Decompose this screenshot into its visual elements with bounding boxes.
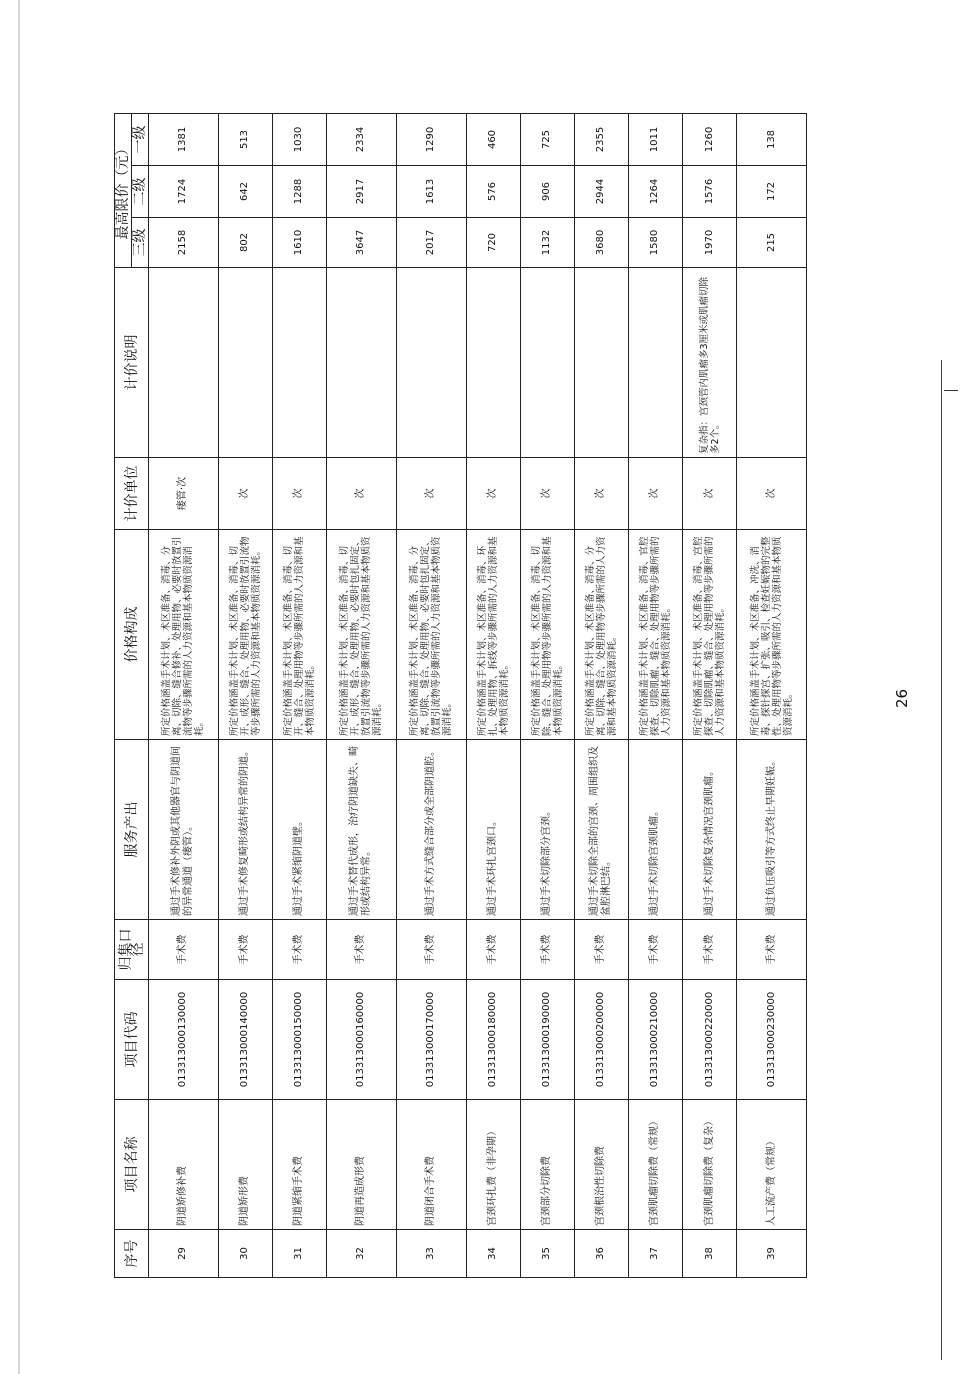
price-table <box>114 113 807 1278</box>
row-seq: 32 <box>327 1230 397 1278</box>
row-name: 阴道紧缩手术费 <box>272 1100 326 1230</box>
row-price-level2: 2917 <box>327 166 397 218</box>
table-row <box>396 114 466 1278</box>
row-code: 013313000180000 <box>466 980 520 1100</box>
row-output: 通过手术替代成形，治疗阴道缺失、畸形或结构异常。 <box>327 740 397 920</box>
row-price-level1: 1290 <box>396 114 466 166</box>
row-price-level2: 1724 <box>149 166 219 218</box>
row-category: 手术费 <box>327 920 397 980</box>
row-composition: 所定价格涵盖手术计划、术区准备、消毒、分离、切除、缝合、处理用物等步骤所需的人力资源和基本物质资源消耗。 <box>574 530 628 740</box>
row-pricing-note <box>272 268 326 458</box>
row-output: 通过手术环扎宫颈口。 <box>466 740 520 920</box>
page-number: 26 <box>893 688 911 708</box>
row-price-level3: 3647 <box>327 218 397 268</box>
row-seq: 29 <box>149 1230 219 1278</box>
row-seq: 31 <box>272 1230 326 1278</box>
row-name: 阴道矫修补费 <box>149 1100 219 1230</box>
header-composition: 价格构成 <box>115 530 149 740</box>
row-name: 宫颈根治性切除费 <box>574 1100 628 1230</box>
row-price-level3: 215 <box>737 218 807 268</box>
table-row <box>466 114 520 1278</box>
row-composition: 所定价格涵盖手术计划、术区准备、消毒、分离、切除、缝合修补、处理用物、必要时放置引流物等步骤所需的人力资源和基本物质资源消耗。 <box>149 530 219 740</box>
row-name: 宫颈环扎费（非孕期） <box>466 1100 520 1230</box>
row-price-level2: 2944 <box>574 166 628 218</box>
row-name: 宫颈部分切除费 <box>520 1100 574 1230</box>
row-composition: 所定价格涵盖手术计划、术区准备、消毒、官腔探查、切除肌瘤、缝合、处理用物等步骤所需的人力资源和基本物质资源消耗。 <box>628 530 682 740</box>
row-category: 手术费 <box>149 920 219 980</box>
row-price-level1: 1381 <box>149 114 219 166</box>
row-price-level3: 1970 <box>683 218 737 268</box>
row-pricing-note <box>520 268 574 458</box>
row-category: 手术费 <box>466 920 520 980</box>
scan-mark <box>944 390 958 391</box>
row-category: 手术费 <box>683 920 737 980</box>
row-output: 通过手术修复畸形或结构异常的阴道。 <box>218 740 272 920</box>
row-output: 通过手术切除部分宫颈。 <box>520 740 574 920</box>
scan-edge-left <box>18 0 20 1374</box>
header-level3: 三级 <box>132 218 149 268</box>
row-seq: 38 <box>683 1230 737 1278</box>
row-price-level1: 513 <box>218 114 272 166</box>
header-level1: 一级 <box>132 114 149 166</box>
row-price-level1: 725 <box>520 114 574 166</box>
row-price-level1: 138 <box>737 114 807 166</box>
row-seq: 33 <box>396 1230 466 1278</box>
row-name: 宫颈肌瘤切除费（复杂） <box>683 1100 737 1230</box>
row-pricing-note <box>628 268 682 458</box>
row-name: 阴道闭合手术费 <box>396 1100 466 1230</box>
row-code: 013313000200000 <box>574 980 628 1100</box>
scan-edge-right <box>941 360 942 1360</box>
row-price-level1: 1260 <box>683 114 737 166</box>
row-unit: 次 <box>466 458 520 530</box>
row-code: 013313000140000 <box>218 980 272 1100</box>
row-seq: 30 <box>218 1230 272 1278</box>
row-code: 013313000230000 <box>737 980 807 1100</box>
row-output: 通过手术切除宫颈肌瘤。 <box>628 740 682 920</box>
row-code: 013313000170000 <box>396 980 466 1100</box>
header-category: 归集口径 <box>115 920 149 980</box>
row-name: 阴道再造成形费 <box>327 1100 397 1230</box>
row-composition: 所定价格涵盖手术计划、术区准备、消毒、切开、缝合、处理用物等步骤所需的人力资源和基本物质资源消耗。 <box>272 530 326 740</box>
table-row <box>149 114 219 1278</box>
row-price-level3: 1580 <box>628 218 682 268</box>
row-composition: 所定价格涵盖手术计划、术区准备、消毒、宫腔探查、切除肌瘤、缝合、处理用物等步骤所需的人力资源和基本物质资源消耗。 <box>683 530 737 740</box>
row-name: 阴道矫形费 <box>218 1100 272 1230</box>
row-seq: 35 <box>520 1230 574 1278</box>
row-price-level1: 2334 <box>327 114 397 166</box>
row-category: 手术费 <box>272 920 326 980</box>
row-price-level3: 2017 <box>396 218 466 268</box>
row-name: 宫颈肌瘤切除费（常规） <box>628 1100 682 1230</box>
row-category: 手术费 <box>737 920 807 980</box>
row-unit: 次 <box>396 458 466 530</box>
row-price-level2: 906 <box>520 166 574 218</box>
row-name: 人工流产费（常规） <box>737 1100 807 1230</box>
row-price-level2: 172 <box>737 166 807 218</box>
row-seq: 39 <box>737 1230 807 1278</box>
row-category: 手术费 <box>520 920 574 980</box>
table-row <box>737 114 807 1278</box>
row-category: 手术费 <box>628 920 682 980</box>
row-seq: 34 <box>466 1230 520 1278</box>
header-seq: 序号 <box>115 1230 149 1278</box>
row-unit: 次 <box>574 458 628 530</box>
row-pricing-note <box>737 268 807 458</box>
row-code: 013313000150000 <box>272 980 326 1100</box>
row-code: 013313000130000 <box>149 980 219 1100</box>
row-code: 013313000220000 <box>683 980 737 1100</box>
row-price-level2: 1576 <box>683 166 737 218</box>
row-unit: 次 <box>628 458 682 530</box>
header-row-1 <box>115 114 132 1278</box>
row-price-level3: 2158 <box>149 218 219 268</box>
row-price-level3: 3680 <box>574 218 628 268</box>
row-pricing-note <box>466 268 520 458</box>
row-code: 013313000160000 <box>327 980 397 1100</box>
row-output: 通过手术紧缩阴道壁。 <box>272 740 326 920</box>
row-price-level2: 576 <box>466 166 520 218</box>
table-row <box>327 114 397 1278</box>
row-output: 通过手术切除复杂情况宫颈肌瘤。 <box>683 740 737 920</box>
row-output: 通过手术切除全部的宫颈、周围组织及盆腔淋巴结。 <box>574 740 628 920</box>
row-unit: 次 <box>272 458 326 530</box>
row-composition: 所定价格涵盖手术计划、术区准备、消毒、切除、缝合、处理用物等步骤所需的人力资源和基本物质资源消耗。 <box>520 530 574 740</box>
row-price-level1: 2355 <box>574 114 628 166</box>
header-name: 项目名称 <box>115 1100 149 1230</box>
row-pricing-note <box>218 268 272 458</box>
row-pricing-note <box>149 268 219 458</box>
table-body <box>149 114 807 1278</box>
table-row <box>628 114 682 1278</box>
row-code: 013313000190000 <box>520 980 574 1100</box>
row-price-level2: 642 <box>218 166 272 218</box>
row-category: 手术费 <box>574 920 628 980</box>
row-price-level2: 1288 <box>272 166 326 218</box>
row-price-level1: 1030 <box>272 114 326 166</box>
row-unit: 次 <box>218 458 272 530</box>
row-unit: 次 <box>683 458 737 530</box>
row-composition: 所定价格涵盖手术计划、术区准备、消毒、分离、切除、缝合、处理用物、必要时包扎固定、放置引流物等步骤所需的人力资源和基本物质资源消耗。 <box>396 530 466 740</box>
row-price-level3: 802 <box>218 218 272 268</box>
row-price-level2: 1613 <box>396 166 466 218</box>
row-category: 手术费 <box>218 920 272 980</box>
row-output: 通过负压吸引等方式终止早期妊娠。 <box>737 740 807 920</box>
header-level2: 二级 <box>132 166 149 218</box>
row-unit: 次 <box>520 458 574 530</box>
price-table-rotated <box>114 114 807 1278</box>
row-price-level3: 1132 <box>520 218 574 268</box>
row-unit: 瘘管·次 <box>149 458 219 530</box>
header-unit: 计价单位 <box>115 458 149 530</box>
row-composition: 所定价格涵盖手术计划、术区准备、消毒、切开、成形、缝合、处理用物、必要时放置引流物等步骤所需的人力资源和基本物质资源消耗。 <box>218 530 272 740</box>
table-row <box>574 114 628 1278</box>
table-row <box>272 114 326 1278</box>
row-price-level3: 1610 <box>272 218 326 268</box>
row-price-level1: 1011 <box>628 114 682 166</box>
row-category: 手术费 <box>396 920 466 980</box>
row-composition: 所定价格涵盖手术计划、术区准备、消毒、环扎、处理用物、拆线等步骤所需的人力资源和基本物质资源消耗。 <box>466 530 520 740</box>
table-row <box>520 114 574 1278</box>
table-row <box>218 114 272 1278</box>
row-unit: 次 <box>737 458 807 530</box>
row-pricing-note <box>574 268 628 458</box>
row-code: 013313000210000 <box>628 980 682 1100</box>
row-pricing-note <box>327 268 397 458</box>
row-pricing-note: 复杂指：宫颈管内肌瘤多3厘米或肌瘤切除多2个。 <box>683 268 737 458</box>
row-output: 通过手术方式缝合部分或全部阴道腔。 <box>396 740 466 920</box>
header-code: 项目代码 <box>115 980 149 1100</box>
row-price-level2: 1264 <box>628 166 682 218</box>
row-composition: 所定价格涵盖手术计划、术区准备、消毒、切开、成形、缝合、处理用物、必要时包扎固定、放置引流物等步骤所需的人力资源和基本物质资源消耗。 <box>327 530 397 740</box>
row-seq: 37 <box>628 1230 682 1278</box>
table-row <box>683 114 737 1278</box>
header-max-price: 最高限价（元） <box>115 114 132 268</box>
header-output: 服务产出 <box>115 740 149 920</box>
row-unit: 次 <box>327 458 397 530</box>
row-seq: 36 <box>574 1230 628 1278</box>
row-pricing-note <box>396 268 466 458</box>
row-price-level3: 720 <box>466 218 520 268</box>
row-price-level1: 460 <box>466 114 520 166</box>
row-output: 通过手术修补外阴或其他器官与阴道间的异常通道（瘘管）。 <box>149 740 219 920</box>
row-composition: 所定价格涵盖手术计划、术区准备、冲洗、消毒、探针探宫、扩张、吸引、检查妊娠物的完整性、处理用物等步骤所需的人力资源和基本物质资源消耗。 <box>737 530 807 740</box>
header-pricing-note: 计价说明 <box>115 268 149 458</box>
